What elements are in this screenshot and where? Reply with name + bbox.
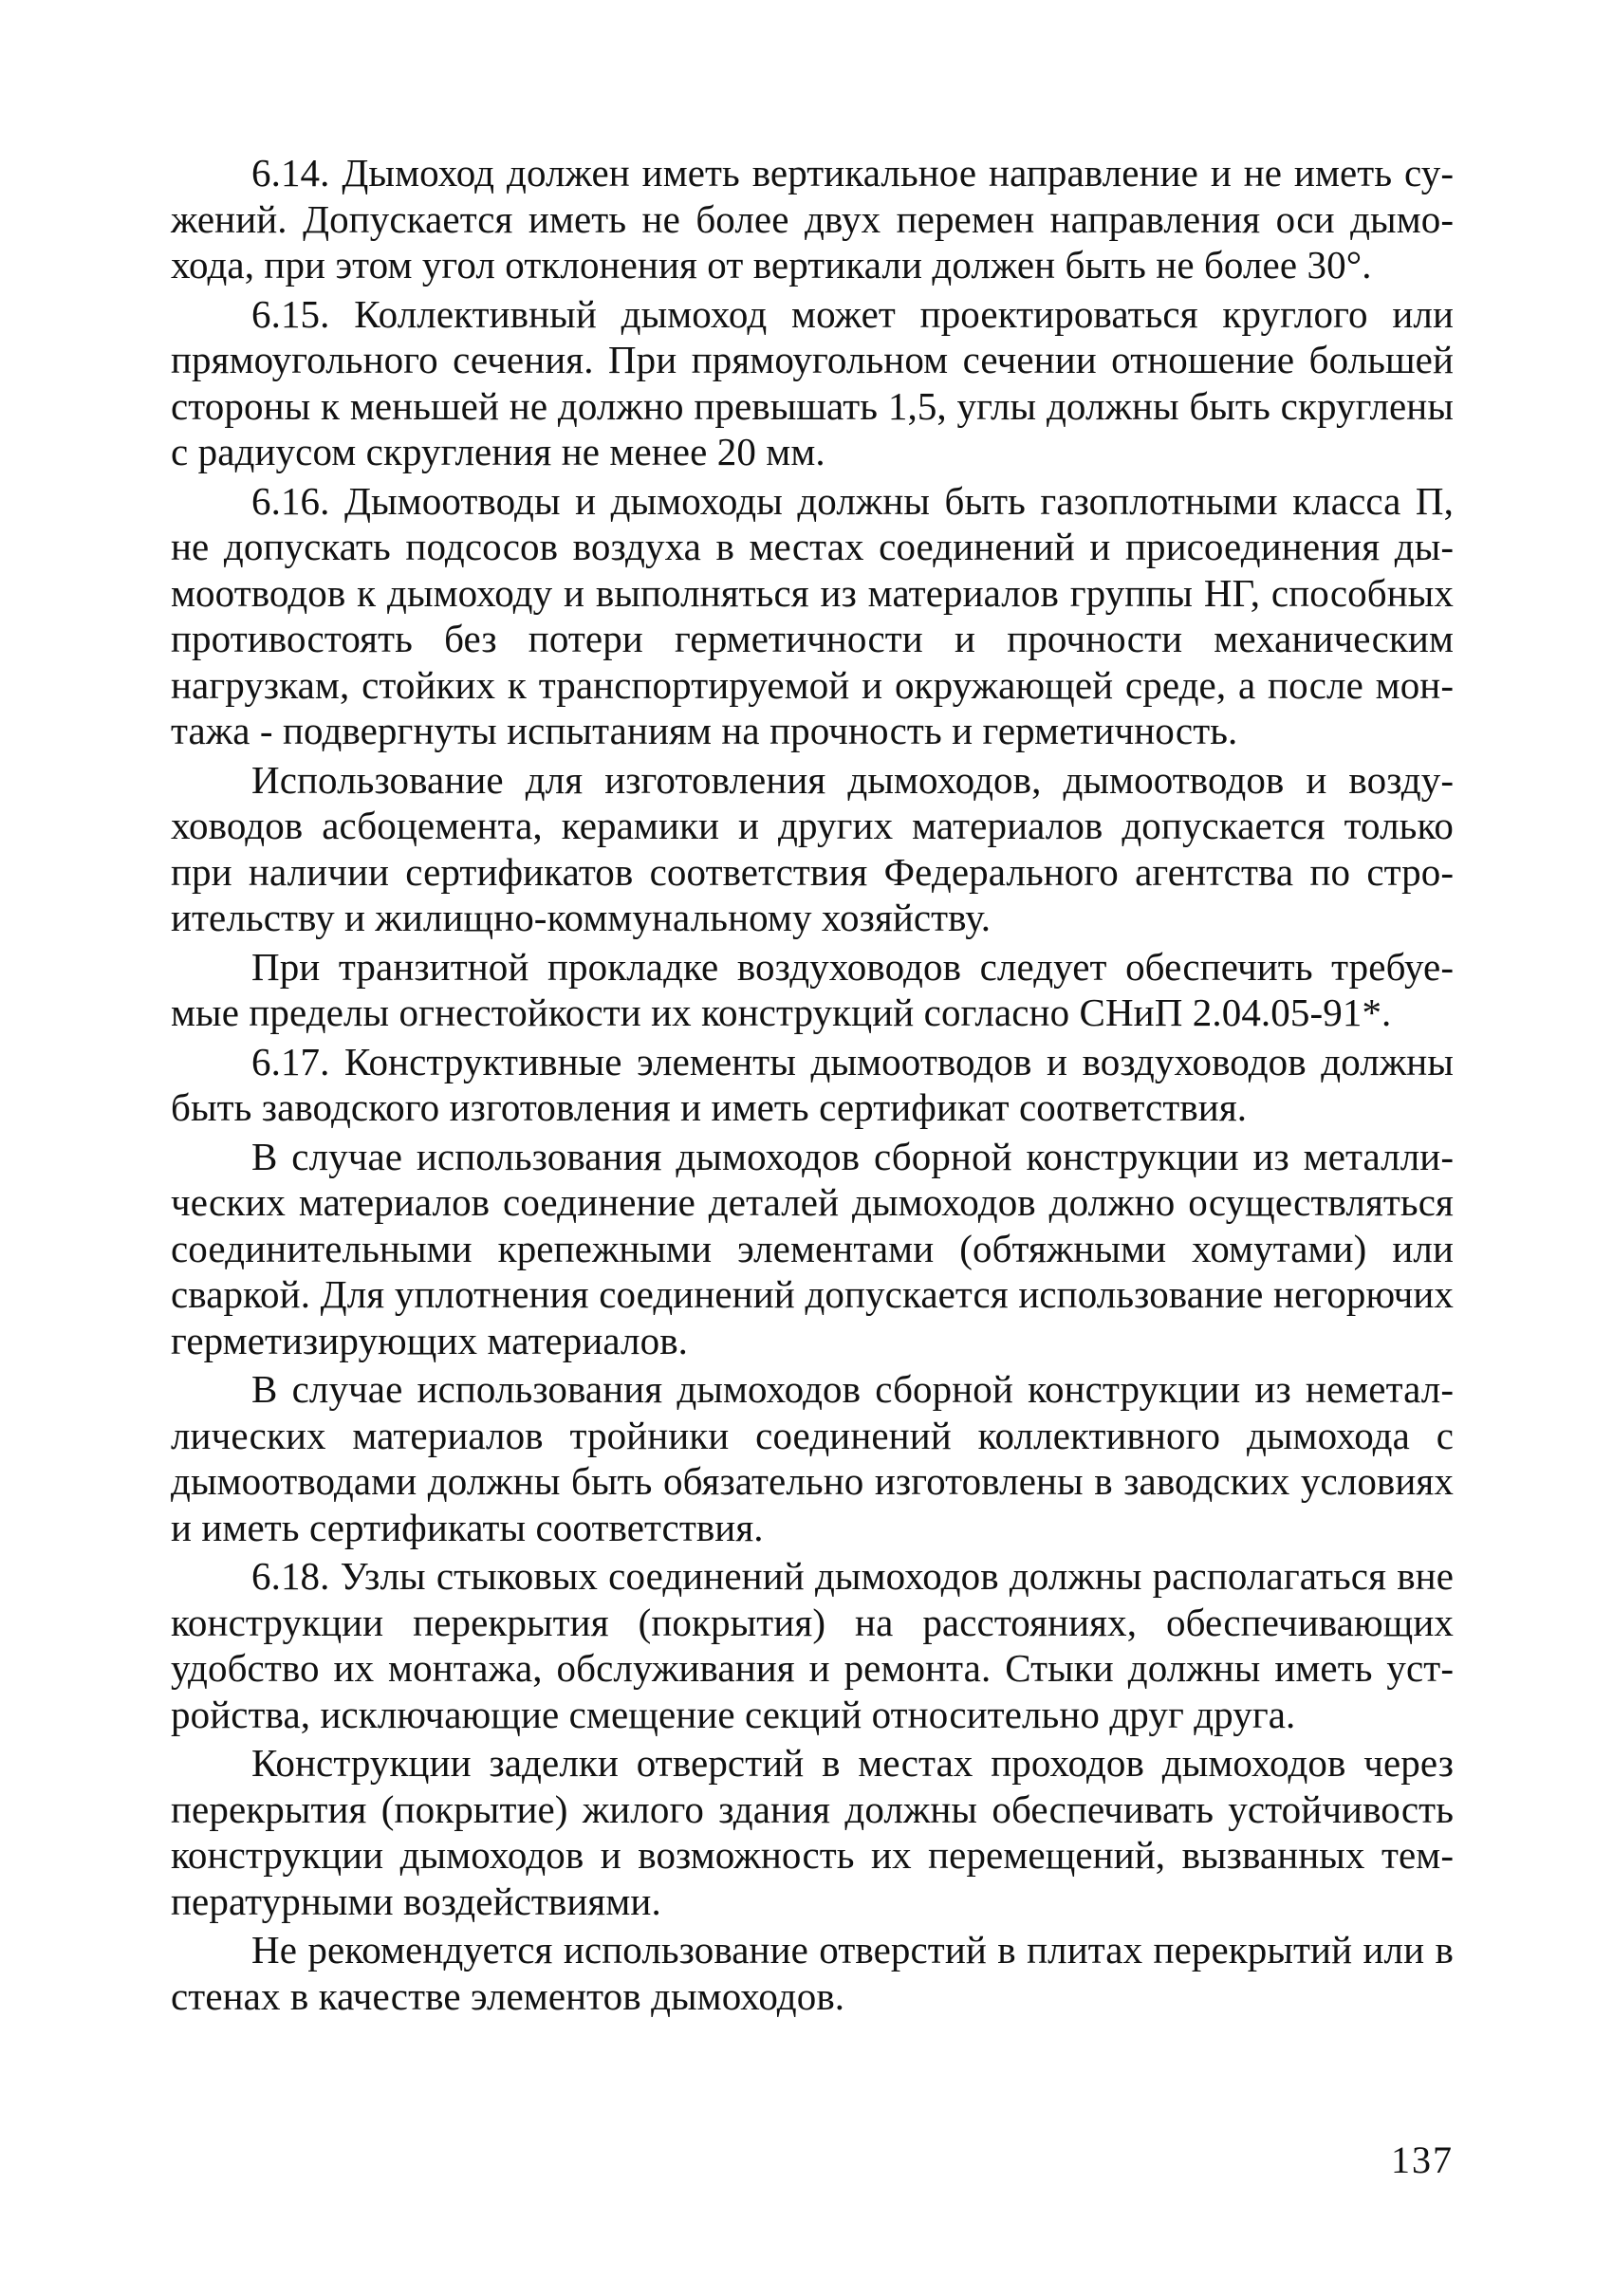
paragraph-6-15: 6.15. Коллективный дымоход может проектироваться круглого или прямоугольного сечения. При прямоугольном сечении отношение большей стороны к меньшей не должно превышать 1,5, углы должны быть скруглены с радиусом скругления не менее 20 мм. bbox=[171, 291, 1454, 473]
paragraph-6-16: 6.16. Дымоотводы и дымоходы должны быть газоплотными класса П, не допускать подсосов воздуха в местах соединений и присоединения дымоотводов к дымоходу и выполняться из материалов группы НГ, способных противостоять без потери герметичности и прочности механическим нагрузкам, стойких к транспортируемой и окружающей среде, а после монтажа - подвергнуты испытаниям на прочность и герметичность. bbox=[171, 478, 1454, 752]
paragraph-6-17: 6.17. Конструктивные элементы дымоотводов и воздуховодов должны быть заводского изготовления и иметь сертификат соответствия. bbox=[171, 1039, 1454, 1129]
paragraph-materials-certificates: Использование для изготовления дымоходов, дымоотводов и воздуховодов асбоцемента, керамики и других материалов допускается только при наличии сертификатов соответствия Федерального агентства по строительству и жилищно-коммунальному хозяйству. bbox=[171, 757, 1454, 939]
paragraph-transit-ducts: При транзитной прокладке воздуховодов следует обеспечить требуемые пределы огнестойкости их конструкций согласно СНиП 2.04.05-91*. bbox=[171, 944, 1454, 1034]
paragraph-metal-chimneys: В случае использования дымоходов сборной конструкции из металлических материалов соединение деталей дымоходов должно осуществляться соединительными крепежными элементами (обтяжными хомутами) или сваркой. Для уплотнения соединений допускается использование негорючих герметизирующих материалов. bbox=[171, 1134, 1454, 1362]
paragraph-nonmetal-chimneys: В случае использования дымоходов сборной конструкции из неметаллических материалов тройники соединений коллективного дымохода с дымоотводами должны быть обязательно изготовлены в заводских условиях и иметь сертификаты соответствия. bbox=[171, 1367, 1454, 1549]
paragraph-6-18: 6.18. Узлы стыковых соединений дымоходов должны располагаться вне конструкции перекрытия (покрытия) на расстояниях, обеспечивающих удобство их монтажа, обслуживания и ремонта. Стыки должны иметь устройства, исключающие смещение секций относительно друг друга. bbox=[171, 1554, 1454, 1736]
page-body bbox=[171, 150, 1454, 2142]
page-number: 137 bbox=[1391, 2139, 1454, 2181]
paragraph-6-14: 6.14. Дымоход должен иметь вертикальное направление и не иметь сужений. Допускается иметь не более двух перемен направления оси дымохода, при этом угол отклонения от вертикали должен быть не более 30°. bbox=[171, 151, 1454, 287]
paragraph-not-recommended: Не рекомендуется использование отверстий в плитах перекрытий или в стенах в качестве элементов дымоходов. bbox=[171, 1928, 1454, 2018]
paragraph-openings-sealing: Конструкции заделки отверстий в местах проходов дымоходов через перекрытия (покрытие) жилого здания должны обеспечивать устойчивость конструкции дымоходов и возможность их перемещений, вызванных температурными воздействиями. bbox=[171, 1741, 1454, 1923]
